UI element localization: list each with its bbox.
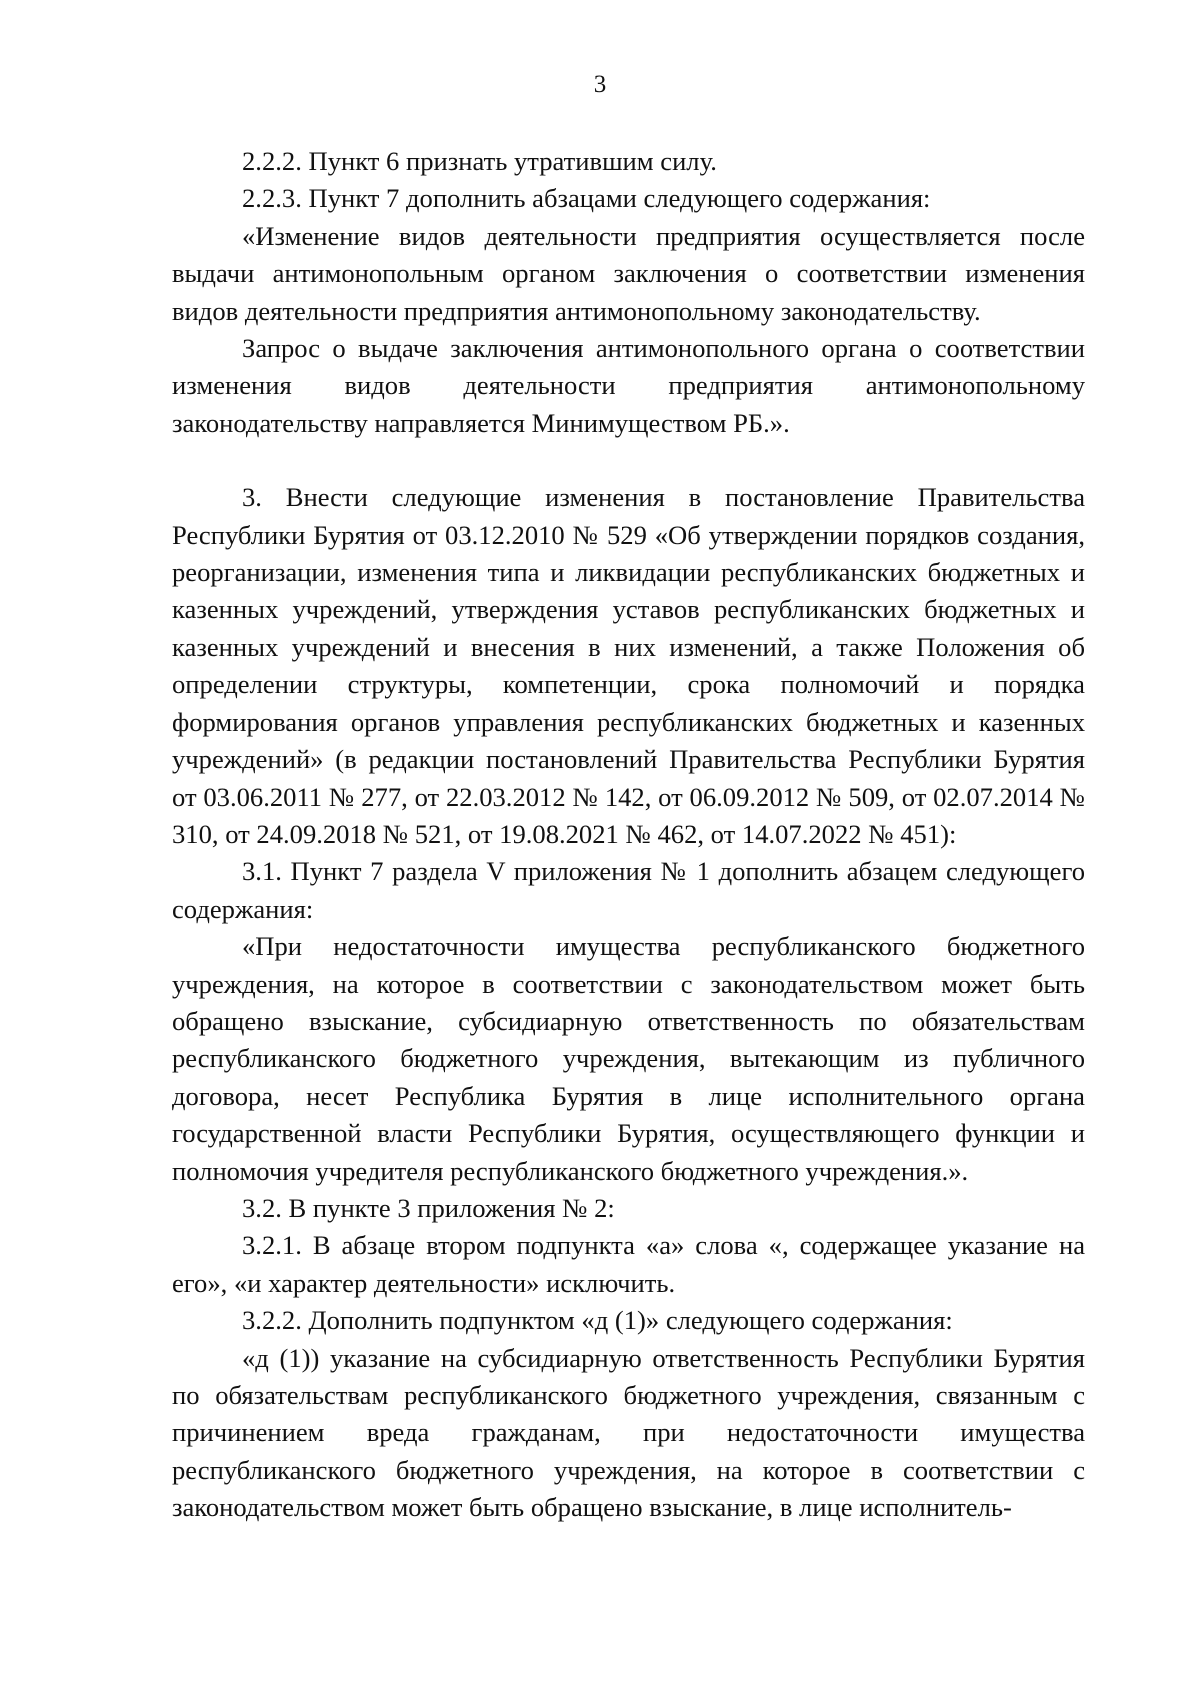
paragraph-3-1: 3.1. Пункт 7 раздела V приложения № 1 дополнить абзацем следующего содержания: [172, 856, 1085, 924]
paragraph-quote-d1: «д (1)) указание на субсидиарную ответственность Республики Бурятия по обязательствам республиканского бюджетного учреждения, связанным с причинением вреда гражданам, при недостаточности имущества республиканского бюджетного учреждения, на которое в соответствии с законодательством может быть обращено взыскание, в лице исполнитель- [172, 1342, 1085, 1523]
paragraph-3-2: 3.2. В пункте 3 приложения № 2: [242, 1192, 615, 1223]
paragraph-spacer [172, 442, 1085, 479]
paragraph-quote-request: Запрос о выдаче заключения антимонопольного органа о соответствии изменения видов деятельности предприятия антимонопольному законодательству направляется Минимуществом РБ.». [172, 333, 1085, 438]
paragraph-quote-subsidiary-liability: «При недостаточности имущества республиканского бюджетного учреждения, на которое в соответствии с законодательством может быть обращено взыскание, субсидиарную ответственность по обязательствам республиканского бюджетного учреждения, вытекающим из публичного договора, несет Республика Бурятия в лице исполнительного органа государственной власти Республики Бурятия, осуществляющего функции и полномочия учредителя республиканского бюджетного учреждения.». [172, 931, 1085, 1186]
document-body [172, 143, 1085, 1527]
page-number: 3 [593, 71, 607, 98]
paragraph-2-2-3: 2.2.3. Пункт 7 дополнить абзацами следующего содержания: [242, 183, 931, 214]
paragraph-3-2-2: 3.2.2. Дополнить подпунктом «д (1)» следующего содержания: [242, 1305, 953, 1336]
paragraph-quote-activity-change: «Изменение видов деятельности предприятия осуществляется после выдачи антимонопольным органом заключения о соответствии изменения видов деятельности предприятия антимонопольному законодательству. [172, 220, 1085, 326]
paragraph-3-2-1: 3.2.1. В абзаце втором подпункта «а» слова «, содержащее указание на его», «и характер деятельности» исключить. [172, 1230, 1085, 1298]
paragraph-2-2-2: 2.2.2. Пункт 6 признать утратившим силу. [242, 146, 717, 176]
paragraph-3: 3. Внести следующие изменения в постановление Правительства Республики Бурятия от 03.12.2010 № 529 «Об утверждении порядков создания, реорганизации, изменения типа и ликвидации республиканских бюджетных и казенных учреждений, утверждения уставов республиканских бюджетных и казенных учреждений и внесения в них изменений, а также Положения об определении структуры, компетенции, срока полномочий и порядка формирования органов управления республиканских бюджетных и казенных учреждений» (в редакции постановлений Правительства Республики Бурятия от 03.06.2011 № 277, от 22.03.2012 № 142, от 06.09.2012 № 509, от 02.07.2014 № 310, от 24.09.2018 № 521, от 19.08.2021 № 462, от 14.07.2022 № 451): [172, 482, 1085, 849]
